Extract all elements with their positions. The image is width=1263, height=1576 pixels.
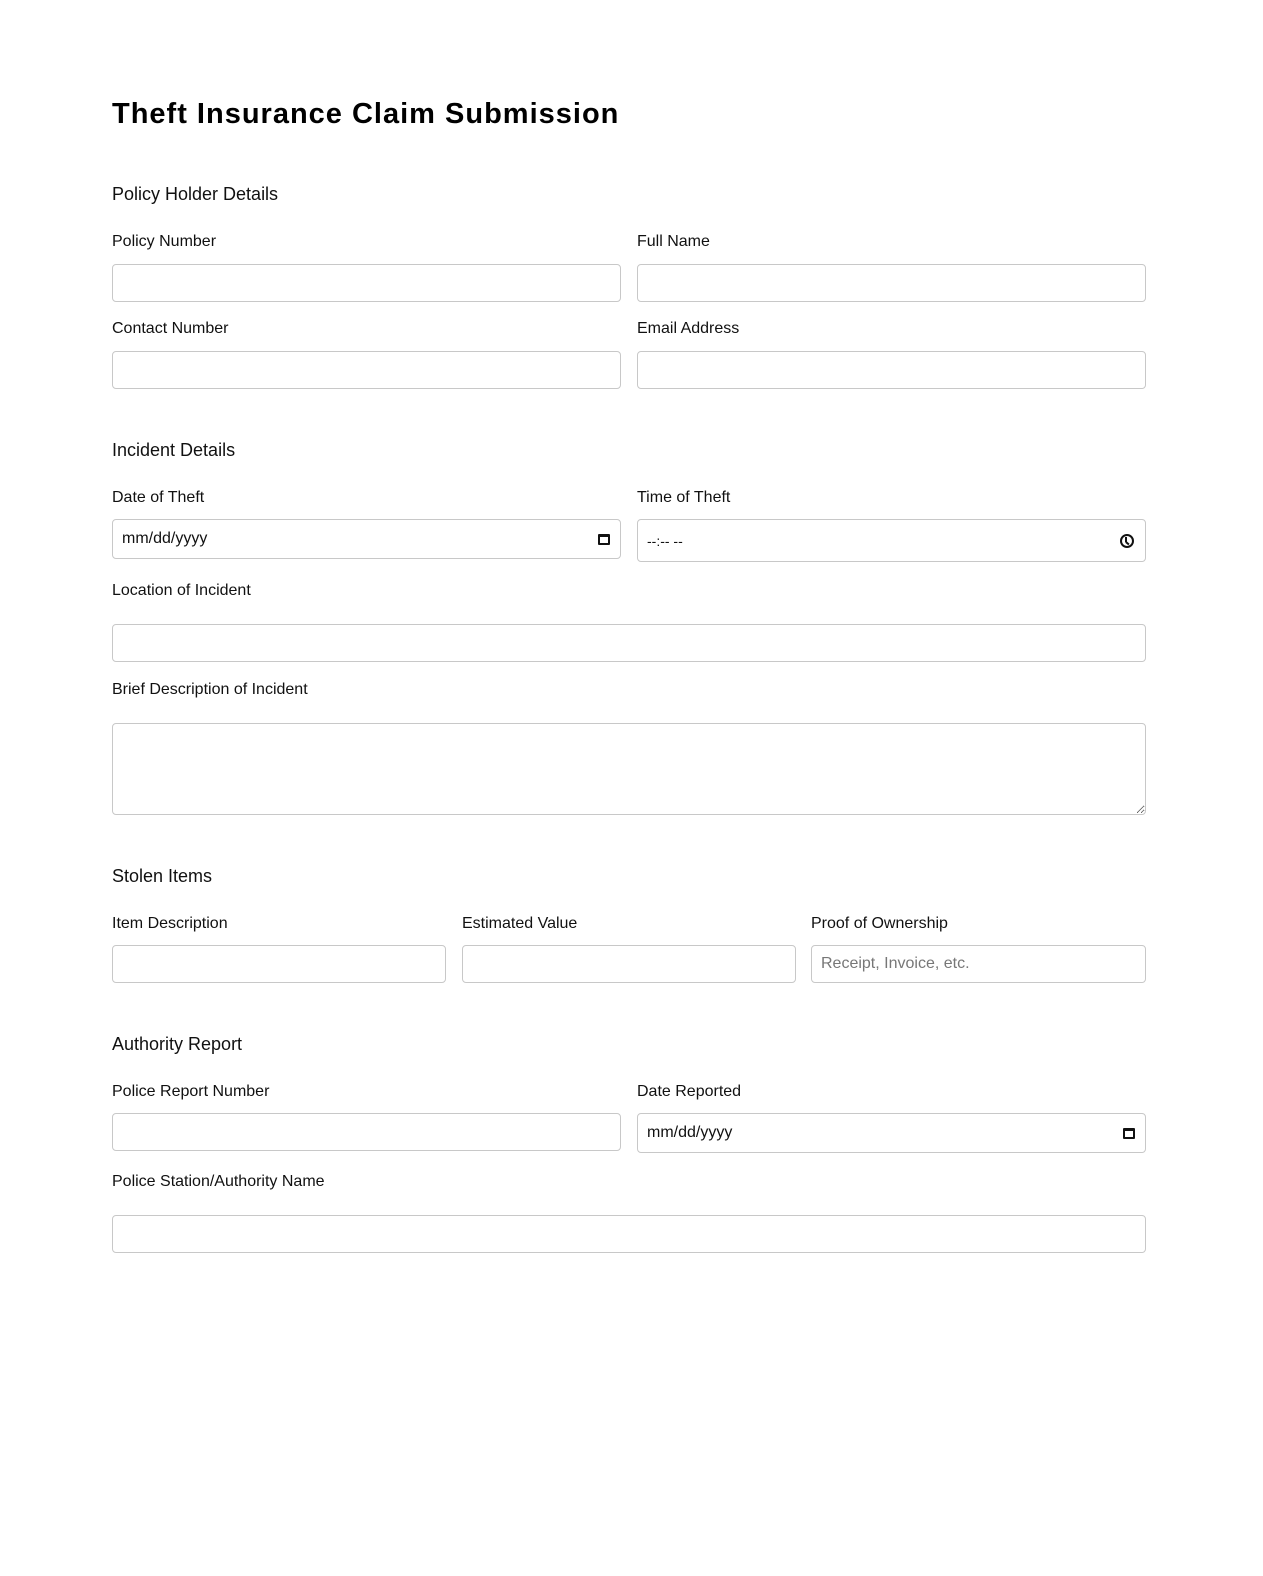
description-label: Brief Description of Incident: [112, 681, 308, 698]
item-description-label: Item Description: [112, 915, 228, 932]
page-title: Theft Insurance Claim Submission: [112, 98, 620, 130]
description-wrapper: [112, 723, 1146, 815]
contact-number-label: Contact Number: [112, 320, 229, 337]
time-of-theft-value: --:-- --: [647, 532, 683, 549]
police-report-number-label: Police Report Number: [112, 1083, 270, 1100]
contact-number-input[interactable]: [112, 351, 621, 389]
date-reported-label: Date Reported: [637, 1083, 742, 1100]
proof-of-ownership-label: Proof of Ownership: [811, 915, 948, 932]
policy-number-input[interactable]: [112, 264, 621, 302]
section-title-stolen-items: Stolen Items: [112, 866, 213, 886]
date-reported-value: mm/dd/yyyy: [647, 1124, 733, 1141]
calendar-icon[interactable]: [1123, 1128, 1135, 1139]
section-title-incident: Incident Details: [112, 440, 236, 460]
date-of-theft-label: Date of Theft: [112, 489, 205, 506]
estimated-value-input[interactable]: [462, 945, 796, 983]
time-of-theft-label: Time of Theft: [637, 489, 731, 506]
proof-of-ownership-input[interactable]: [811, 945, 1146, 983]
date-of-theft-value: mm/dd/yyyy: [122, 530, 208, 547]
section-title-policy-holder: Policy Holder Details: [112, 184, 279, 204]
description-textarea[interactable]: [112, 723, 1146, 815]
estimated-value-label: Estimated Value: [462, 915, 578, 932]
calendar-icon[interactable]: [598, 534, 610, 545]
email-address-label: Email Address: [637, 320, 740, 337]
time-of-theft-input[interactable]: [637, 519, 1146, 562]
clock-icon[interactable]: [1120, 534, 1134, 548]
police-station-input[interactable]: [112, 1215, 1146, 1253]
policy-number-label: Policy Number: [112, 233, 217, 250]
police-station-label: Police Station/Authority Name: [112, 1173, 325, 1190]
date-of-theft-input[interactable]: [112, 519, 621, 559]
full-name-input[interactable]: [637, 264, 1146, 302]
police-report-number-input[interactable]: [112, 1113, 621, 1151]
item-description-input[interactable]: [112, 945, 446, 983]
full-name-label: Full Name: [637, 233, 710, 250]
location-label: Location of Incident: [112, 582, 251, 599]
date-reported-input[interactable]: [637, 1113, 1146, 1153]
email-address-input[interactable]: [637, 351, 1146, 389]
section-title-authority-report: Authority Report: [112, 1034, 243, 1054]
location-input[interactable]: [112, 624, 1146, 662]
